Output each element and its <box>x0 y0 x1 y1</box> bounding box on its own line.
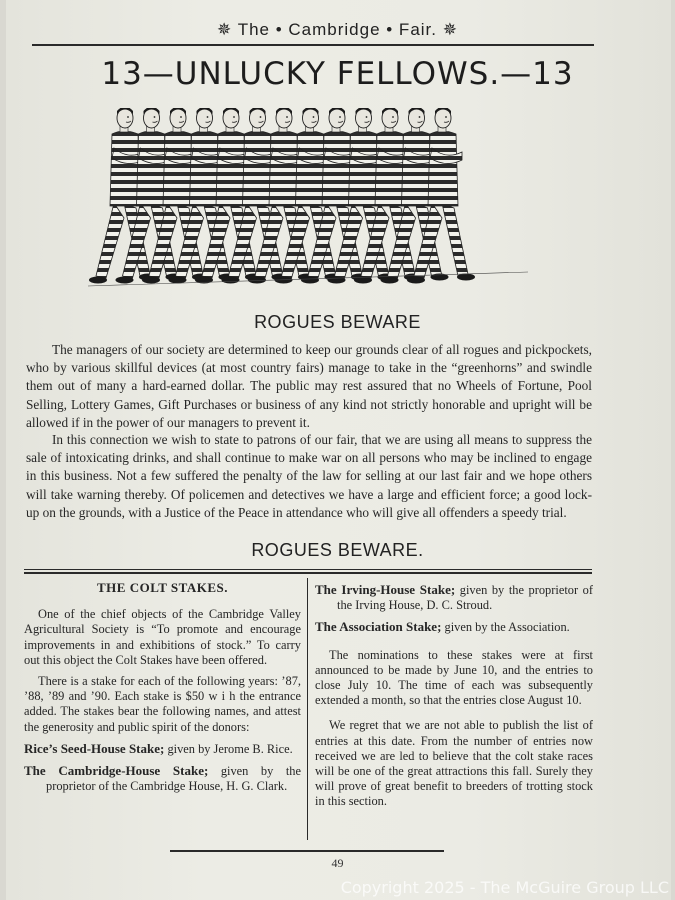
colt-stakes-title: THE COLT STAKES. <box>97 580 228 595</box>
column-divider <box>307 578 308 840</box>
colt-stakes-years: There is a stake for each of the following years: ’87, ’88, ’89 and ’90. Each stake is $50 w i h the entrance added. The stakes bear the following names, and attest the generosity and public spirit of the donors: <box>24 674 301 734</box>
stake-name: The Irving-House Stake; <box>315 582 456 597</box>
section-rule-top <box>24 569 592 570</box>
regret-paragraph: We regret that we are not able to publish the list of entries at this date. From the number of entries now received we are led to believe that the colt stake races will be one of the great attractions this fall. Surely they will prove of great benefit to breeders of trotting stock in this section. <box>315 718 593 809</box>
rogues-paragraph-2: In this connection we wish to state to patrons of our fair, that we are using all means to suppress the sale of intoxicating drinks, and shall continue to make war on all persons who may be inclined to engage in this business. Not a few suffered the penalty of the law for selling at our last fair and we hope others will take warning thereby. Of policemen and detectives we have a large and efficient force; a good lock-up on the grounds, with a Justice of the Peace in attendance who will give all offenders a speedy trial. <box>26 432 592 520</box>
stake-rice <box>24 741 301 757</box>
header-rule <box>32 44 594 46</box>
colt-stakes-intro: One of the chief objects of the Cambridge Valley Agricultural Society is “To promote and encourage improvements in and exhibitions of stock.” To carry out this object the Colt Stakes have been offered. <box>24 607 301 667</box>
copyright-watermark: Copyright 2025 - The McGuire Group LLC <box>340 878 669 897</box>
stake-cambridge-house <box>24 763 301 794</box>
stake-name: The Association Stake; <box>315 619 442 635</box>
rogues-beware-footer-heading: ROGUES BEWARE. <box>251 540 424 560</box>
colt-stakes-right-column <box>315 582 593 816</box>
rogues-paragraph-1: The managers of our society are determined to keep our grounds clear of all rogues and pickpockets, who by various skillful devices (at most country fairs) manage to take in the “greenhorns” and swindle them out of many a hard-earned dollar. The public may rest assured that no Wheels of Fortune, Pool Selling, Lottery Games, Gift Purchases or business of any kind not strictly honorable and upright will be allowed if in the power of our managers to prevent it. <box>26 342 592 430</box>
stake-desc: given by the proprietor of the Irving House, D. C. Stroud. <box>337 583 593 613</box>
rogues-beware-heading: ROGUES BEWARE <box>254 312 421 332</box>
stake-name: The Cambridge-House Stake; <box>24 763 209 779</box>
page-number: 49 <box>331 856 344 870</box>
stake-irving-house <box>315 582 593 613</box>
stake-name: Rice’s Seed-House Stake; <box>24 740 165 756</box>
footer-rule <box>170 850 444 852</box>
section-rule-bottom <box>24 572 592 574</box>
colt-stakes-left-column <box>24 580 301 800</box>
stake-desc: given by Jerome B. Rice. <box>164 741 293 756</box>
stake-desc: given by the proprietor of the Cambridge House, H. G. Clark. <box>46 764 301 794</box>
stake-association <box>315 619 593 635</box>
nominations-paragraph: The nominations to these stakes were at first announced to be made by June 10, and the entries to close July 10. The time of each was subsequently extended a month, so that the entries close August 10. <box>315 647 593 708</box>
prisoners-illustration <box>88 108 538 298</box>
stake-desc: given by the Association. <box>441 620 570 635</box>
page-title: 13—UNLUCKY FELLOWS.—13 <box>101 56 574 92</box>
running-head: ✵ The • Cambridge • Fair. ✵ <box>217 20 458 39</box>
